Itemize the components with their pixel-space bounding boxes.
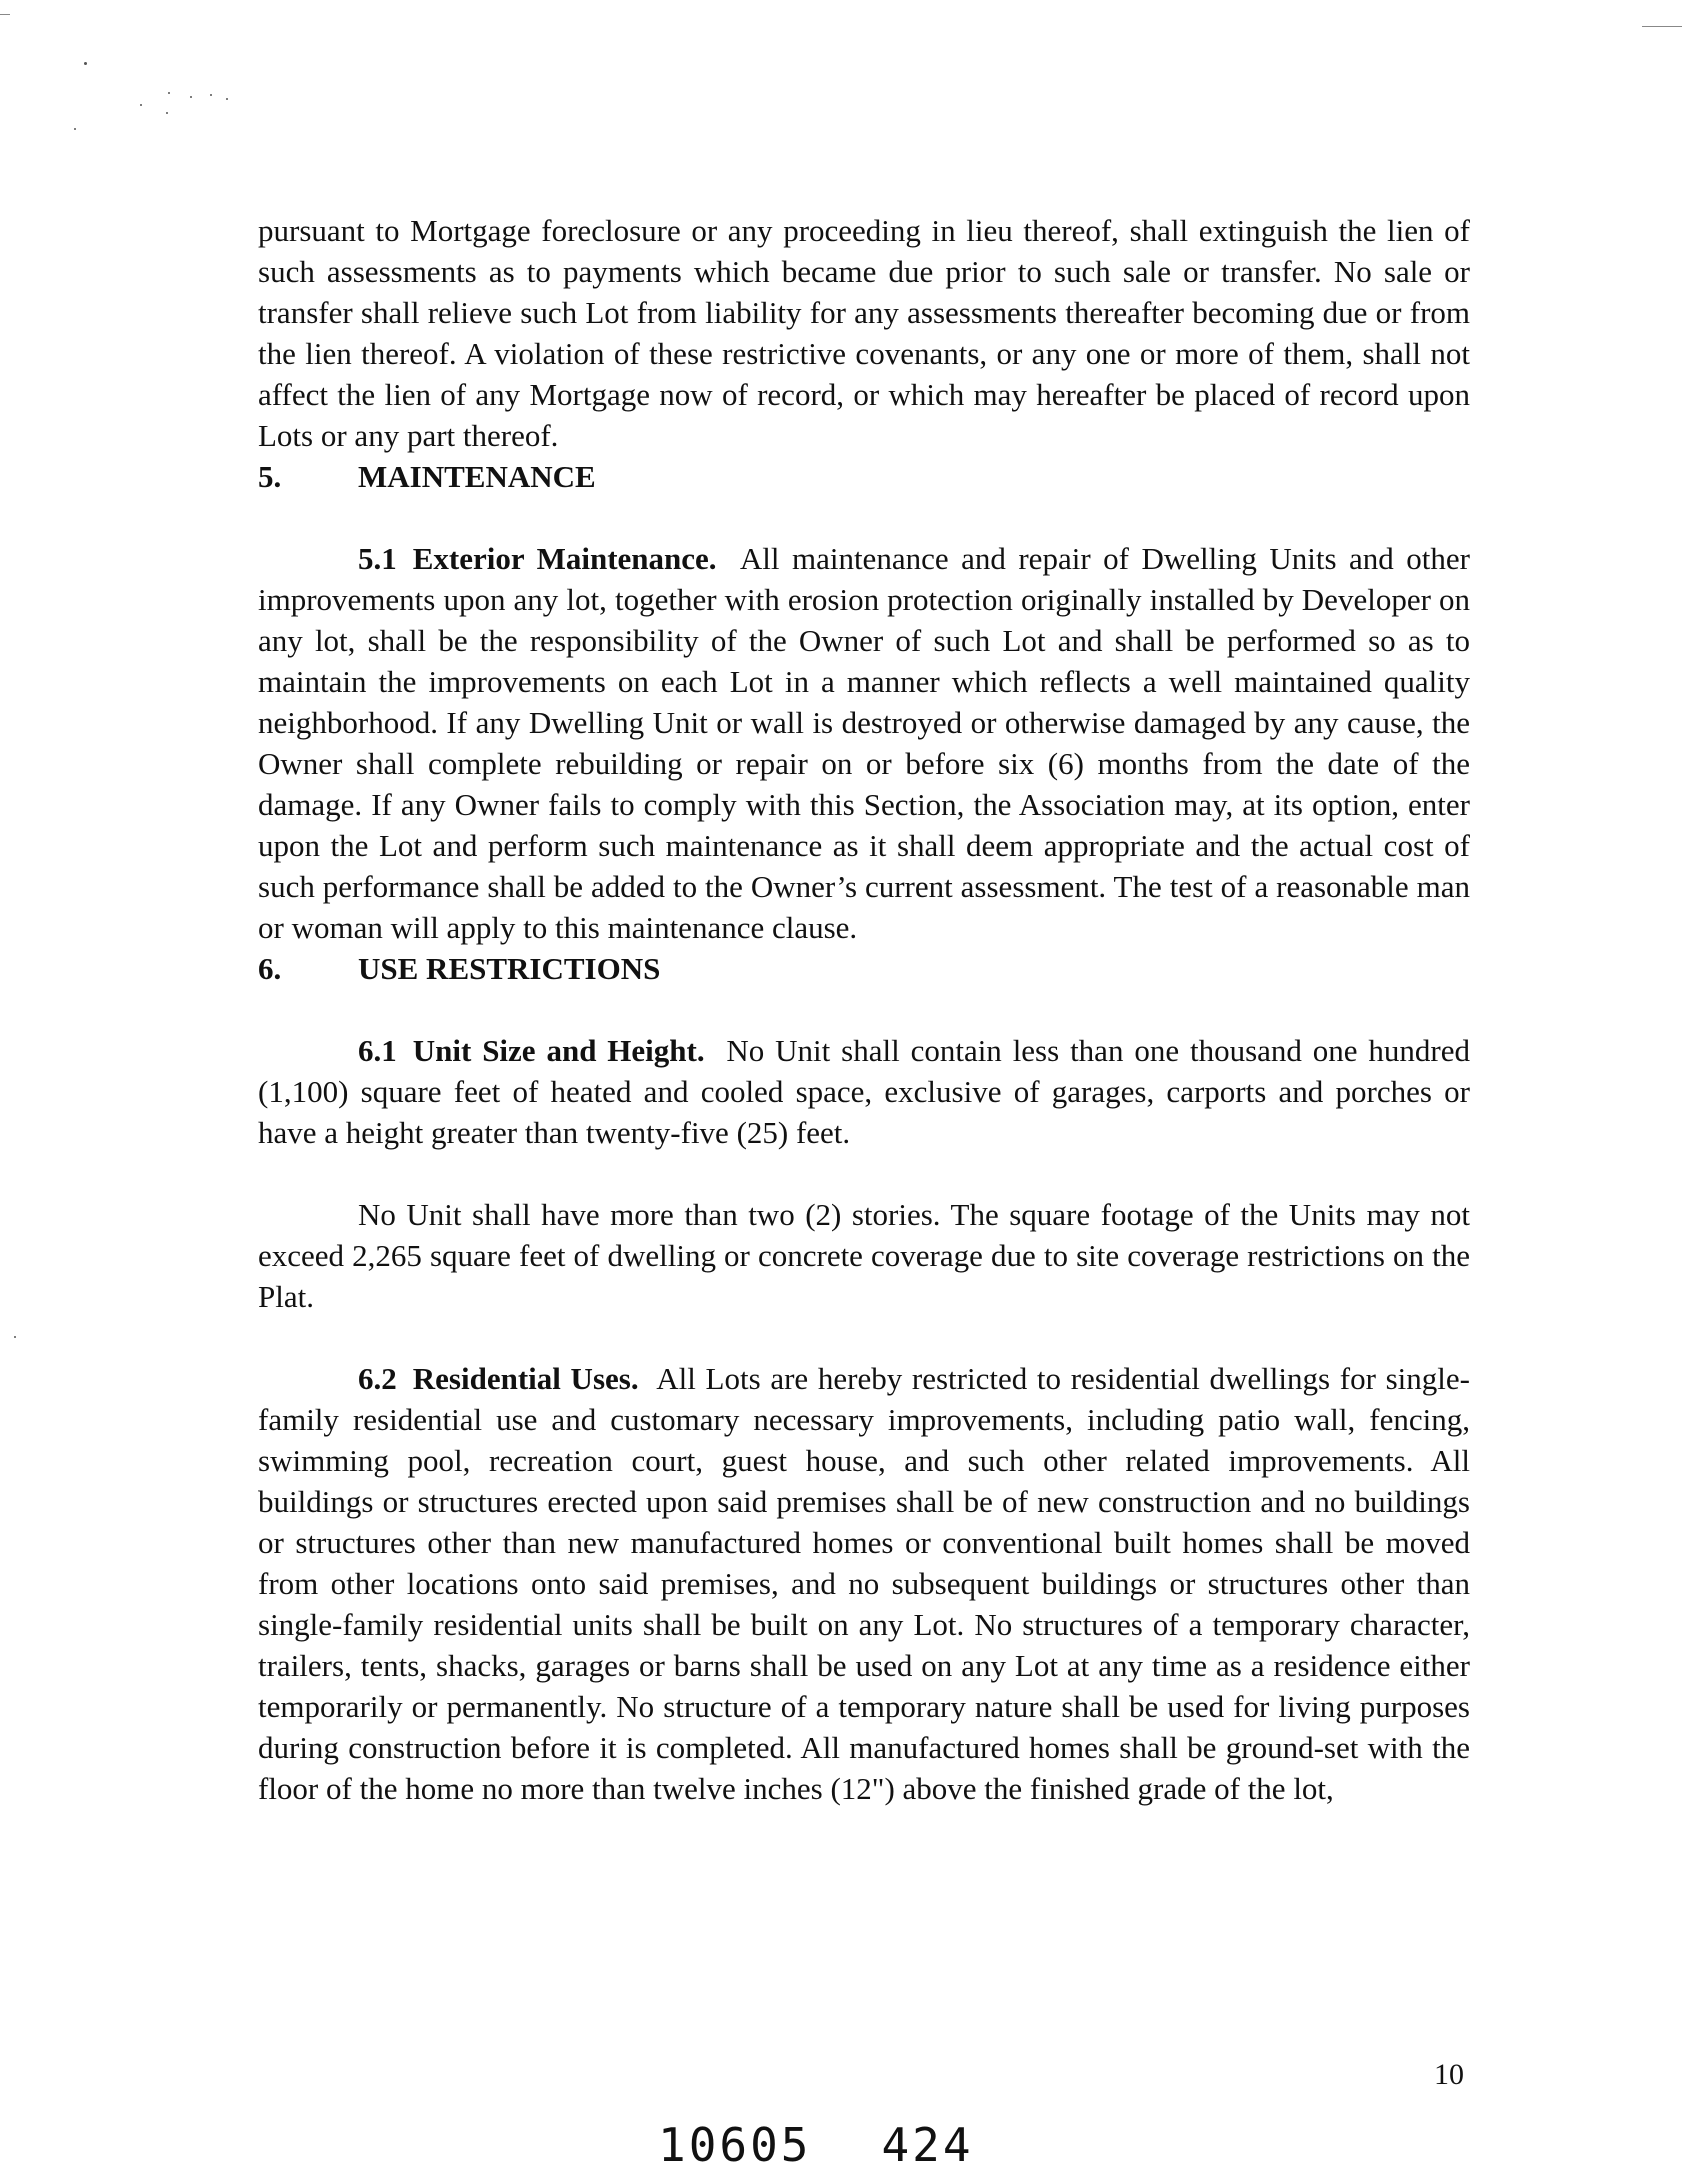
scan-speck <box>140 104 142 106</box>
section-title: USE RESTRICTIONS <box>358 951 661 986</box>
recording-book-number: 10605 <box>658 2118 812 2172</box>
scan-speck <box>168 92 170 94</box>
subsection-text: All maintenance and repair of Dwelling Units and other improvements upon any lot, together with erosion protection originally installed by Developer on any lot, shall be the responsibility of the Owner of such Lot and shall be performed so as to maintain the improvements on each Lot in a manner which reflects a well maintained quality neighborhood. If any Dwelling Unit or wall is destroyed or otherwise damaged by any cause, the Owner shall complete rebuilding or repair on or before six (6) months from the date of the damage. If any Owner fails to comply with this Section, the Association may, at its option, enter upon the Lot and perform such maintenance as it shall deem appropriate and the actual cost of such performance shall be added to the Owner’s current assessment. The test of a reasonable man or woman will apply to this maintenance clause. <box>258 541 1470 945</box>
section-number: 6. <box>258 951 282 986</box>
scan-speck <box>226 98 228 100</box>
scan-speck <box>210 94 212 96</box>
subsection-title: Unit Size and Height. <box>412 1033 705 1068</box>
scan-speck <box>14 1336 16 1338</box>
scan-speck <box>74 128 76 130</box>
subsection-title: Exterior Maintenance. <box>412 541 717 576</box>
page-number: 10 <box>1434 2058 1464 2091</box>
scan-edge-mark <box>1642 26 1682 27</box>
subsection-title: Residential Uses. <box>412 1361 639 1396</box>
scan-edge-mark <box>0 14 10 15</box>
section-title: MAINTENANCE <box>358 459 596 494</box>
scan-speck <box>190 96 192 98</box>
subsection-text: No Unit shall contain less than one thousand one hundred (1,100) square feet of heated and cooled space, exclusive of garages, carports and porches or have a height greater than twenty-five (25) feet. <box>258 1033 1471 1150</box>
subsection-residential-uses <box>258 1358 1470 1809</box>
subsection-unit-size-height <box>258 1030 1470 1153</box>
section-number: 5. <box>258 459 282 494</box>
section-heading-maintenance <box>258 456 1470 497</box>
scan-speck <box>166 112 168 114</box>
intro-paragraph: pursuant to Mortgage foreclosure or any proceeding in lieu thereof, shall extinguish the lien of such assessments as to payments which became due prior to such sale or transfer. No sale or transfer shall relieve such Lot from liability for any assessments thereafter becoming due or from the lien thereof. A violation of these restrictive covenants, or any one or more of them, shall not affect the lien of any Mortgage now of record, or which may hereafter be placed of record upon Lots or any part thereof. <box>258 213 1470 453</box>
scan-speck <box>84 62 87 65</box>
subsection-text: All Lots are hereby restricted to residential dwellings for single-family residential use and customary necessary improvements, including patio wall, fencing, swimming pool, recreation court, guest house, and such other related improvements. All buildings or structures erected upon said premises shall be of new construction and no buildings or structures other than new manufactured homes or conventional built homes shall be moved from other locations onto said premises, and no subsequent buildings or structures other than single-family residential units shall be built on any Lot. No structures of a temporary character, trailers, tents, shacks, garages or barns shall be used on any Lot at any time as a residence either temporarily or permanently. No structure of a temporary nature shall be used for living purposes during construction before it is completed. All manufactured homes shall be ground-set with the floor of the home no more than twelve inches (12") above the finished grade of the lot, <box>258 1361 1470 1806</box>
recording-stamp <box>658 2118 974 2172</box>
section-heading-use-restrictions <box>258 948 1470 989</box>
subsection-number: 5.1 <box>358 541 397 576</box>
document-body <box>258 210 1470 1809</box>
subsection-unit-size-continuation: No Unit shall have more than two (2) stories. The square footage of the Units may not exceed 2,265 square feet of dwelling or concrete coverage due to site coverage restrictions on the Plat. <box>258 1197 1470 1314</box>
subsection-number: 6.1 <box>358 1033 397 1068</box>
subsection-number: 6.2 <box>358 1361 397 1396</box>
recording-page-number: 424 <box>881 2118 974 2172</box>
subsection-exterior-maintenance <box>258 538 1470 948</box>
